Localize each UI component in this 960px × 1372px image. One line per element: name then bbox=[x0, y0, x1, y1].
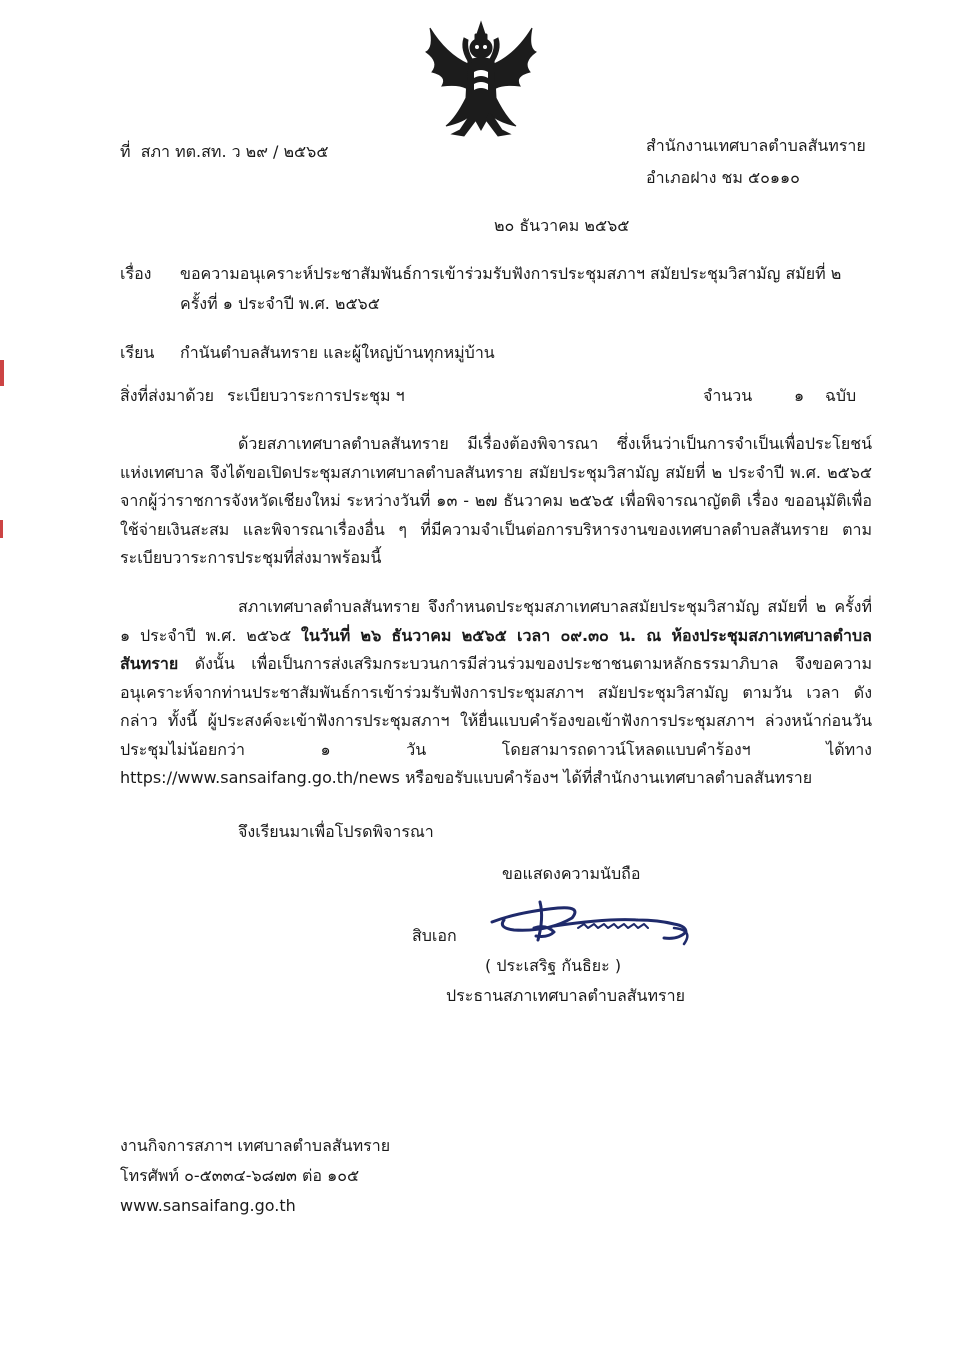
scan-edge-mark bbox=[0, 0, 6, 1372]
signer-rank: สิบเอก bbox=[412, 926, 457, 945]
body-paragraph-2-text-a: สภาเทศบาลตำบลสันทราย จึงกำหนดประชุมสภาเทศบาลสมัยประชุมวิสามัญ สมัยที่ ๒ ครั้งที่ ๑ ประจำปี พ.ศ. ๒๕๖๕ bbox=[120, 597, 872, 645]
enclosure-text: ระเบียบวาระการประชุม ฯ bbox=[227, 386, 405, 405]
body-paragraph-2-text-b: ดังนั้น เพื่อเป็นการส่งเสริมกระบวนการมีส่วนร่วมของประชาชนตามหลักธรรมาภิบาล จึงขอความอนุเคราะห์จากท่านประชาสัมพันธ์การเข้าร่วมรับฟังการประชุมสภาฯ สมัยประชุมวิสามัญ ตามวัน เวลา ดังกล่าว ทั้งนี้ ผู้ประสงค์จะเข้าฟังการประชุมสภาฯ ให้ยื่นแบบคำร้องขอเข้าฟังการประชุมสภาฯ ล่วงหน้าก่อนวันประชุมไม่น้อยกว่า ๑ วัน โดยสามารถดาวน์โหลดแบบคำร้องฯ ได้ทาง https://www.sansaifang.go.th/news หรือขอรับแบบคำร้องฯ ได้ที่สำนักงานเทศบาลตำบลสันทราย bbox=[120, 654, 872, 787]
handwritten-signature bbox=[488, 898, 702, 948]
enclosure-qty-label: จำนวน bbox=[703, 386, 753, 405]
regards-line: ขอแสดงความนับถือ bbox=[502, 864, 641, 883]
doc-number: สภา ทต.สท. ว ๒๙ / ๒๕๖๕ bbox=[140, 142, 329, 161]
letter-date: ๒๐ ธันวาคม ๒๕๖๕ bbox=[494, 216, 630, 235]
subject-line-2: ครั้งที่ ๑ ประจำปี พ.ศ. ๒๕๖๕ bbox=[180, 294, 380, 313]
footer-website: www.sansaifang.go.th bbox=[120, 1196, 296, 1215]
footer-department: งานกิจการสภาฯ เทศบาลตำบลสันทราย bbox=[120, 1136, 391, 1155]
office-address: อำเภอฝาง ชม ๕๐๑๑๐ bbox=[646, 168, 800, 187]
enclosure-label: สิ่งที่ส่งมาด้วย bbox=[120, 386, 214, 405]
enclosure-qty-unit: ฉบับ bbox=[825, 386, 857, 405]
meeting-datetime-place: ในวันที่ ๒๖ ธันวาคม ๒๕๖๕ เวลา ๐๙.๓๐ น. ณ ห้องประชุมสภาเทศบาลตำบลสันทราย bbox=[120, 625, 872, 673]
recipient-label: เรียน bbox=[120, 343, 155, 362]
body-paragraph-1 bbox=[120, 430, 872, 573]
subject-line-1: ขอความอนุเคราะห์ประชาสัมพันธ์การเข้าร่วมรับฟังการประชุมสภาฯ สมัยประชุมวิสามัญ สมัยที่ ๒ bbox=[180, 264, 842, 283]
body-paragraph-2 bbox=[120, 593, 872, 793]
enclosure-qty-value: ๑ bbox=[794, 386, 805, 405]
doc-number-label: ที่ bbox=[120, 142, 131, 161]
closing-line: จึงเรียนมาเพื่อโปรดพิจารณา bbox=[238, 822, 434, 841]
footer-phone: โทรศัพท์ ๐-๕๓๓๔-๖๘๗๓ ต่อ ๑๐๕ bbox=[120, 1166, 360, 1185]
signer-position: ประธานสภาเทศบาลตำบลสันทราย bbox=[446, 986, 685, 1005]
subject-label: เรื่อง bbox=[120, 264, 152, 283]
recipient-text: กำนันตำบลสันทราย และผู้ใหญ่บ้านทุกหมู่บ้าน bbox=[180, 343, 495, 362]
doc-number-line bbox=[120, 140, 328, 164]
garuda-emblem-icon bbox=[416, 18, 546, 146]
body-paragraph-1-text: ด้วยสภาเทศบาลตำบลสันทราย มีเรื่องต้องพิจารณา ซึ่งเห็นว่าเป็นการจำเป็นเพื่อประโยชน์แห่งเทศบาล จึงได้ขอเปิดประชุมสภาเทศบาลตำบลสันทราย สมัยประชุมวิสามัญ สมัยที่ ๒ ประจำปี พ.ศ. ๒๕๖๕ จากผู้ว่าราชการจังหวัดเชียงใหม่ ระหว่างวันที่ ๑๓ - ๒๗ ธันวาคม ๒๕๖๕ เพื่อพิจารณาญัตติ เรื่อง ขออนุมัติเพื่อใช้จ่ายเงินสะสม และพิจารณาเรื่องอื่น ๆ ที่มีความจำเป็นต่อการบริหารงานของเทศบาลตำบลสันทราย ตามระเบียบวาระการประชุมที่ส่งมาพร้อมนี้ bbox=[120, 434, 872, 567]
signer-name: ( ประเสริฐ กันธิยะ ) bbox=[485, 956, 622, 975]
office-name: สำนักงานเทศบาลตำบลสันทราย bbox=[646, 136, 866, 155]
